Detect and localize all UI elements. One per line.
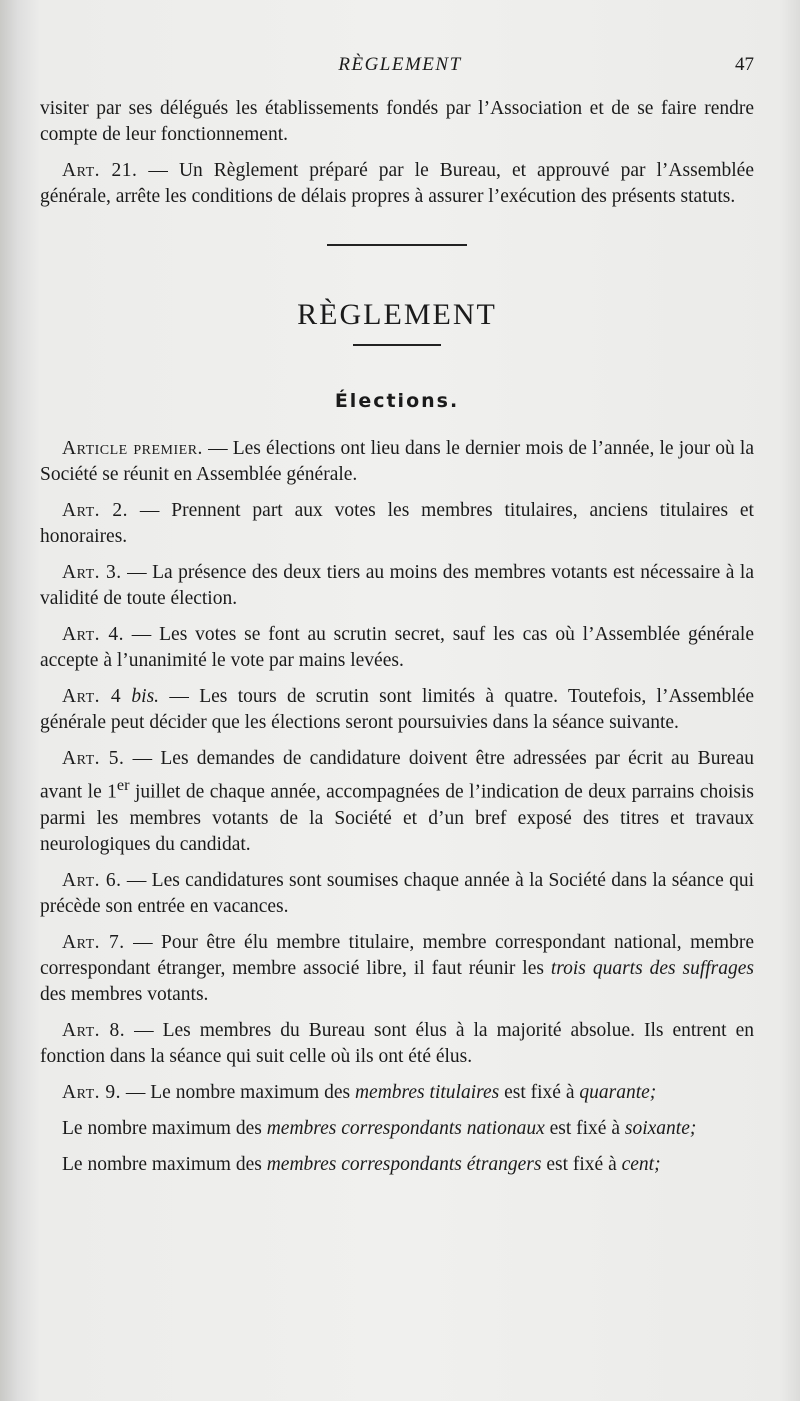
emphasis-text: membres correspondants nationaux <box>266 1117 545 1139</box>
article-8 <box>40 1018 754 1070</box>
body-text <box>40 96 754 1178</box>
article-text-continued: des membres votants. <box>40 983 209 1005</box>
article-7 <box>40 930 754 1008</box>
emphasis-value: cent; <box>621 1153 661 1175</box>
article-text-continued: est fixé à <box>541 1153 622 1175</box>
article-text: — Les demandes de candidature doivent être adressées par écrit au Bureau avant le 1 <box>40 748 754 803</box>
article-text-continued: est fixé à <box>544 1117 625 1139</box>
article-text-continued: juillet de chaque année, accompagnées de l’indication de deux parrains choisis parmi les membres votants de la Société et d’un bref exposé des titres et travaux neurologiques du candidat. <box>40 781 754 855</box>
article-4-bis <box>40 684 754 736</box>
page-header <box>0 54 800 84</box>
section-title: RÈGLEMENT <box>297 298 497 331</box>
running-title: RÈGLEMENT <box>338 54 462 75</box>
article-9 <box>40 1080 754 1106</box>
emphasis-text: membres correspondants étrangers <box>266 1153 542 1175</box>
article-label: Art. 21. <box>62 160 138 181</box>
article-label: Art. 5. <box>62 748 125 769</box>
article-text: — La présence des deux tiers au moins des membres votants est nécessaire à la validité de toute élection. <box>40 562 754 609</box>
emphasis-value: quarante; <box>579 1081 657 1103</box>
article-label: Article premier. <box>62 438 203 459</box>
article-label: Art. 4 <box>62 686 122 707</box>
ordinal-suffix: er <box>116 776 130 794</box>
article-label: Art. 8. <box>62 1019 126 1041</box>
emphasis-value: soixante; <box>624 1117 697 1139</box>
article-21 <box>40 158 754 210</box>
article-4 <box>40 622 754 674</box>
article-label: Art. 9. <box>62 1081 122 1103</box>
article-text: — Les tours de scrutin sont limités à quatre. Toutefois, l’Assemblée générale peut décider que les élections seront poursuivies dans la séance suivante. <box>40 686 754 733</box>
article-text: Le nombre maximum des <box>62 1117 267 1139</box>
article-3 <box>40 560 754 612</box>
article-6 <box>40 868 754 920</box>
article-text: — Les membres du Bureau sont élus à la majorité absolue. Ils entrent en fonction dans la séance qui suit celle où ils ont été élus. <box>40 1019 754 1067</box>
article-text: — Les candidatures sont soumises chaque année à la Société dans la séance qui précède son entrée en vacances. <box>40 869 754 917</box>
article-text-continued: est fixé à <box>499 1081 580 1103</box>
article-text: — Le nombre maximum des <box>121 1081 355 1103</box>
article-1 <box>40 436 754 488</box>
article-text: — Pour être élu membre titulaire, membre correspondant national, membre correspondant étranger, membre associé libre, il faut réunir les <box>40 931 754 979</box>
article-label: Art. 4. <box>62 624 124 645</box>
article-9-correspondants-etrangers <box>40 1152 754 1178</box>
emphasis-text: membres titulaires <box>354 1081 500 1103</box>
article-text: — Les votes se font au scrutin secret, sauf les cas où l’Assemblée générale accepte à l’unanimité le vote par mains levées. <box>40 624 754 671</box>
page-number: 47 <box>735 54 754 75</box>
title-underline <box>353 344 441 346</box>
article-9-correspondants-nationaux <box>40 1116 754 1142</box>
article-label: Art. 3. <box>62 562 122 583</box>
emphasis-text: trois quarts des suffrages <box>550 957 754 979</box>
article-label: Art. 6. <box>62 869 122 891</box>
article-label: Art. 2. <box>62 500 128 521</box>
section-divider <box>327 244 467 246</box>
article-5 <box>40 746 754 858</box>
article-2 <box>40 498 754 550</box>
article-text: — Prennent part aux votes les membres titulaires, anciens titulaires et honoraires. <box>40 500 754 547</box>
subsection-heading: Élections. <box>334 390 460 412</box>
article-text: — Les élections ont lieu dans le dernier mois de l’année, le jour où la Société se réunit en Assemblée générale. <box>40 438 754 485</box>
article-label-bis: bis. <box>121 686 160 707</box>
article-text: — Un Règlement préparé par le Bureau, et approuvé par l’Assemblée générale, arrête les conditions de délais propres à assurer l’exécution des présents statuts. <box>40 160 754 207</box>
article-text: Le nombre maximum des <box>62 1153 267 1175</box>
article-label: Art. 7. <box>62 931 125 953</box>
continuation-paragraph: visiter par ses délégués les établissements fondés par l’Association et de se faire rendre compte de leur fonctionnement. <box>40 98 754 145</box>
